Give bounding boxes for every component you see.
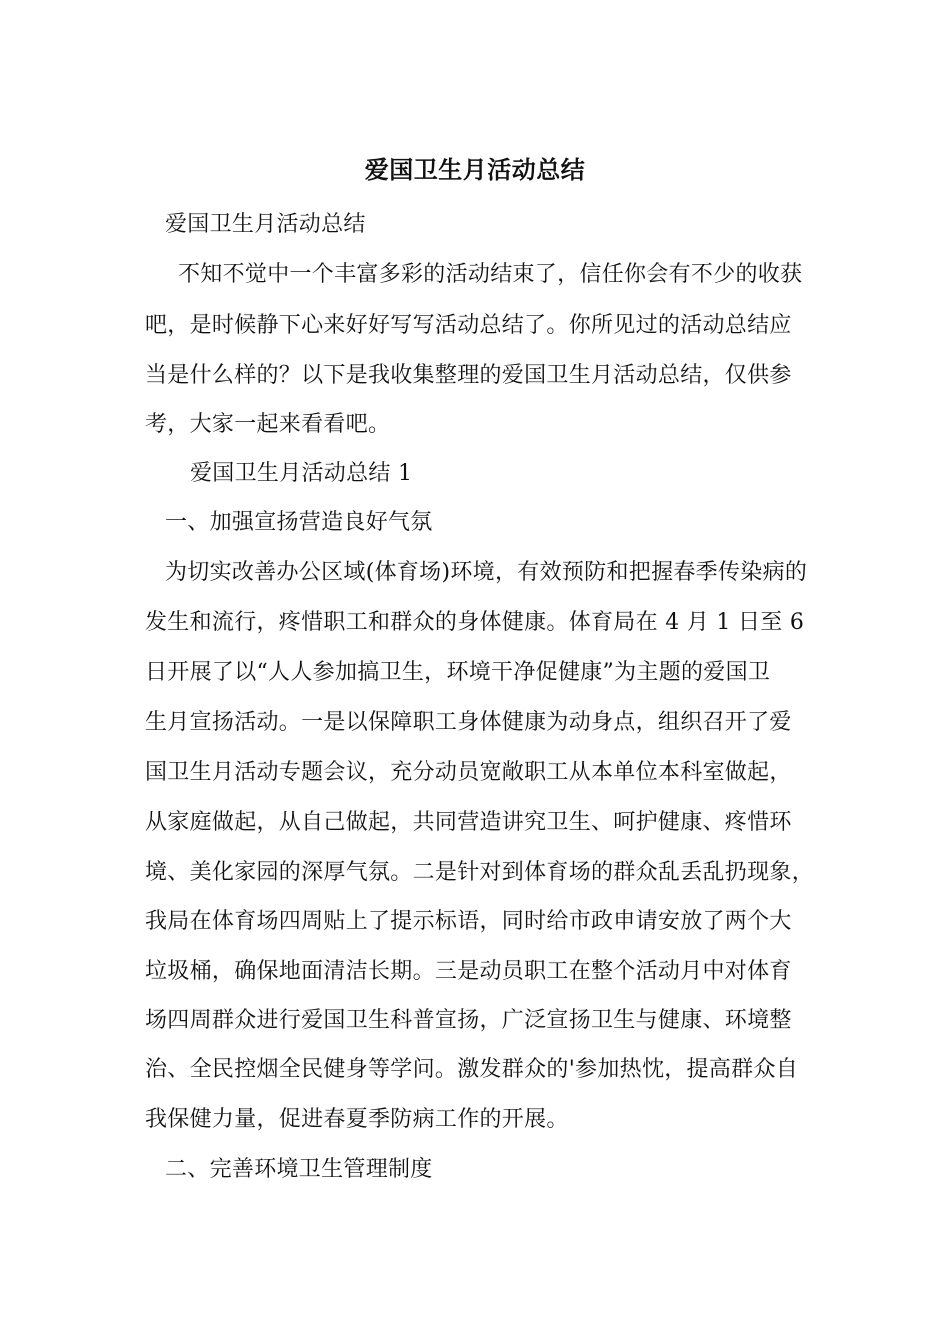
body-line: 日开展了以“人人参加搞卫生，环境干净促健康”为主题的爱国卫: [145, 660, 771, 685]
body-line: 生月宣扬活动。一是以保障职工身体健康为动身点，组织召开了爱: [145, 710, 792, 735]
body-line: 垃圾桶，确保地面清洁长期。三是动员职工在整个活动月中对体育: [145, 959, 792, 984]
subtitle: 爱国卫生月活动总结: [165, 212, 366, 237]
heading-1: 一、加强宣扬营造良好气氛: [165, 510, 433, 535]
heading-2: 二、完善环境卫生管理制度: [165, 1157, 433, 1182]
body-line: 场四周群众进行爱国卫生科普宣扬，广泛宣扬卫生与健康、环境整: [145, 1008, 792, 1033]
body-line: 我保健力量，促进春夏季防病工作的开展。: [145, 1107, 569, 1132]
document-title: 爱国卫生月活动总结: [364, 155, 586, 184]
section-title: 爱国卫生月活动总结 1: [190, 461, 413, 486]
body-line: 为切实改善办公区域(体育场)环境，有效预防和把握春季传染病的: [165, 560, 808, 585]
body-line: 从家庭做起，从自己做起，共同营造讲究卫生、呵护健康、疼惜环: [145, 810, 792, 835]
body-line: 国卫生月活动专题会议，充分动员宽敞职工从本单位本科室做起，: [145, 760, 792, 785]
intro-line: 当是什么样的？以下是我收集整理的爱国卫生月活动总结，仅供参: [145, 363, 792, 388]
intro-line: 考，大家一起来看看吧。: [145, 412, 391, 437]
body-line: 治、全民控烟全民健身等学问。激发群众的'参加热忱，提高群众自: [145, 1057, 799, 1082]
body-line: 我局在体育场四周贴上了提示标语，同时给市政申请安放了两个大: [145, 909, 792, 934]
intro-line: 吧，是时候静下心来好好写写活动总结了。你所见过的活动总结应: [145, 313, 792, 338]
body-line: 境、美化家园的深厚气氛。二是针对到体育场的群众乱丢乱扔现象，: [145, 860, 815, 885]
body-line: 发生和流行，疼惜职工和群众的身体健康。体育局在 4 月 1 日至 6: [145, 610, 805, 635]
intro-line: 不知不觉中一个丰富多彩的活动结束了，信任你会有不少的收获: [178, 262, 803, 287]
